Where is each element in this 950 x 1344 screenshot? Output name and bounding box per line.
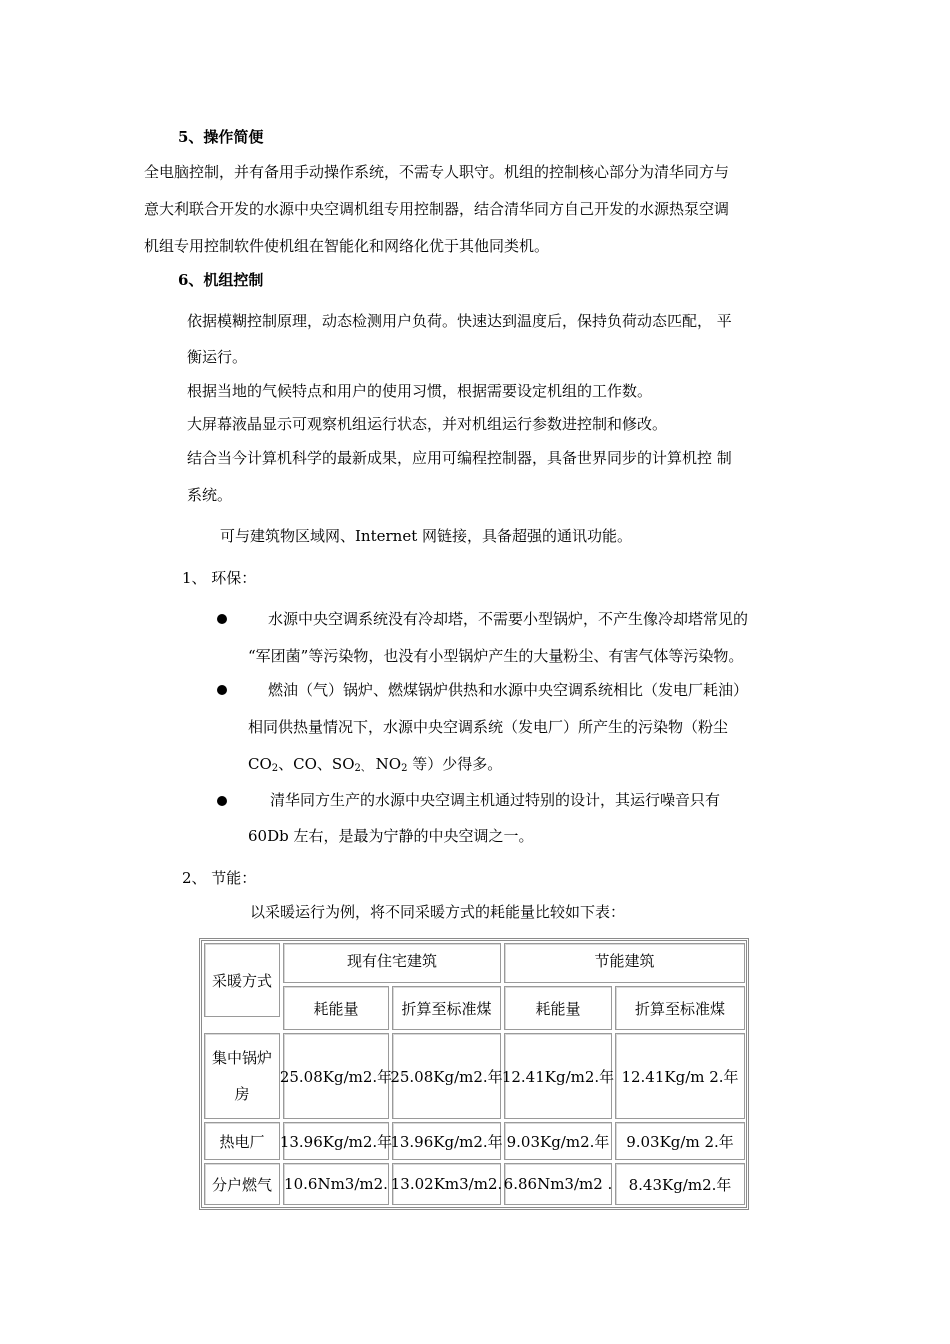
env-bullet-3-line-1: 清华同方生产的水源中央空调主机通过特别的设计，其运行噪音只有	[270, 791, 721, 809]
table-row-2-method: 热电厂	[204, 1122, 280, 1160]
section-5-heading: 5、操作简便	[178, 128, 264, 146]
table-row-2-cell-1: 13.96Kg/m2.年	[283, 1122, 389, 1160]
section-6-line-6: 系统。	[187, 486, 233, 504]
table-row-1-method: 集中锅炉 房	[204, 1033, 280, 1119]
table-row-1-cell-4: 12.41Kg/m 2.年	[615, 1033, 745, 1119]
energy-heading: 2、 节能：	[182, 869, 257, 887]
table-row-3-cell-2: 13.02Km3/m2.	[392, 1163, 501, 1205]
table-row-1-cell-1: 25.08Kg/m2.年	[283, 1033, 389, 1119]
bullet-3	[217, 796, 227, 806]
th-heating-method: 采暖方式	[204, 943, 280, 1017]
bullet-1	[217, 614, 227, 624]
th-standard-coal-saving: 折算至标准煤	[615, 986, 745, 1030]
env-bullet-3-line-2: 60Db 左右，是最为宁静的中央空调之一。	[248, 827, 534, 845]
section-6-line-7: 可与建筑物区域网、Internet 网链接，具备超强的通讯功能。	[220, 527, 632, 545]
table-row-1-cell-3: 12.41Kg/m2.年	[504, 1033, 612, 1119]
env-bullet-1-line-1: 水源中央空调系统没有冷却塔，不需要小型锅炉，不产生像冷却塔常见的	[268, 610, 749, 628]
env-bullet-2-line-1: 燃油（气）锅炉、燃煤锅炉供热和水源中央空调系统相比（发电厂耗油）	[268, 681, 749, 699]
section-5-line-1: 全电脑控制，并有备用手动操作系统，不需专人职守。机组的控制核心部分为清华同方与	[144, 163, 730, 181]
section-6-line-5: 结合当今计算机科学的最新成果，应用可编程控制器，具备世界同步的计算机控 制	[187, 449, 732, 467]
th-energy-consumption-saving: 耗能量	[504, 986, 612, 1030]
table-row-2-cell-3: 9.03Kg/m2.年	[504, 1122, 612, 1160]
table-row-1-cell-2: 25.08Kg/m2.年	[392, 1033, 501, 1119]
section-6-line-3: 根据当地的气候特点和用户的使用习惯，根据需要设定机组的工作数。	[187, 382, 653, 400]
section-6-heading: 6、机组控制	[178, 271, 264, 289]
bullet-2	[217, 685, 227, 695]
env-bullet-2-line-2: 相同供热量情况下，水源中央空调系统（发电厂）所产生的污染物（粉尘	[248, 718, 729, 736]
table-row-3-cell-1: 10.6Nm3/m2.	[283, 1163, 389, 1205]
table-row-3-cell-3: 6.86Nm3/m2 .	[504, 1163, 612, 1205]
table-row-3-method: 分户燃气	[204, 1163, 280, 1205]
table-row-2-cell-2: 13.96Kg/m2.年	[392, 1122, 501, 1160]
th-energy-saving-buildings: 节能建筑	[504, 943, 745, 983]
energy-intro: 以采暖运行为例，将不同采暖方式的耗能量比较如下表：	[250, 903, 626, 921]
env-bullet-1-line-2: “军团菌”等污染物，也没有小型锅炉产生的大量粉尘、有害气体等污染物。	[248, 647, 744, 665]
section-5-line-3: 机组专用控制软件使机组在智能化和网络化优于其他同类机。	[144, 237, 550, 255]
th-existing-buildings: 现有住宅建筑	[283, 943, 501, 983]
section-5-line-2: 意大利联合开发的水源中央空调机组专用控制器，结合清华同方自己开发的水源热泵空调	[144, 200, 730, 218]
th-standard-coal-existing: 折算至标准煤	[392, 986, 501, 1030]
env-bullet-2-line-3: $CO_2$、CO、$SO_{2、}$ $NO_2$ 等）少得多。	[248, 755, 503, 774]
env-heading: 1、 环保：	[182, 569, 257, 587]
th-energy-consumption-existing: 耗能量	[283, 986, 389, 1030]
table-row-3-cell-4: 8.43Kg/m2.年	[615, 1163, 745, 1205]
section-6-line-2: 衡运行。	[187, 348, 248, 366]
section-6-line-1: 依据模糊控制原理，动态检测用户负荷。快速达到温度后，保持负荷动态匹配， 平	[187, 312, 732, 330]
section-6-line-4: 大屏幕液晶显示可观察机组运行状态，并对机组运行参数进控制和修改。	[187, 415, 668, 433]
table-row-2-cell-4: 9.03Kg/m 2.年	[615, 1122, 745, 1160]
